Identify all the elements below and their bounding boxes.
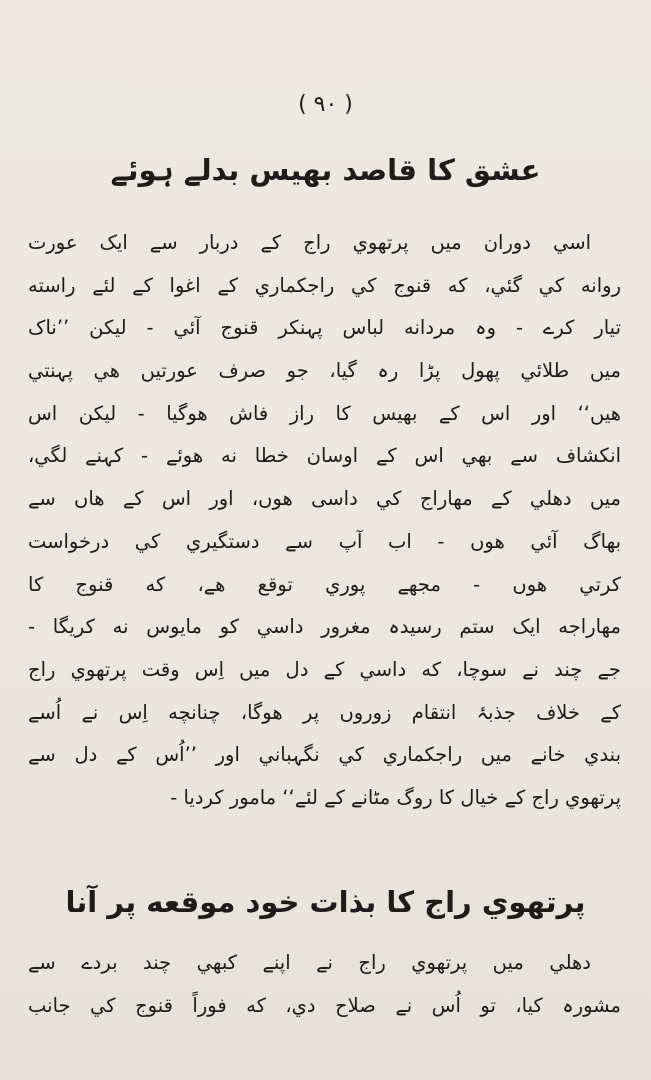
text-line: بندي خانے میں راجکماري کي نگہباني اور ’’اُس کے دل سے [28,743,621,767]
text-line: میں دهلي کے مهاراج کي داسی هوں، اور اس کے هاں سے [28,487,621,511]
paragraph-1 [28,222,621,820]
paragraph-2 [28,942,621,1027]
text-line: مهاراجه ایک ستم رسیدہ مغرور داسي کو مایوس نه کریگا - [28,615,621,639]
text-line: انکشاف سے بھي اس کے اوسان خطا نه هوئے - کہنے لگي، [28,444,621,468]
text-line: میں طلائي پھول پڑا رہ گیا، جو صرف عورتیں هي پہنتي [28,359,621,383]
text-line: پرتھوي راج کے خیال کا روگ مٹانے کے لئے‘‘ مامور کردیا - [170,785,621,809]
text-line: تیار کرے - وہ مردانه لباس پہنکر قنوج آئي - لیکن ’’ناک [28,316,621,340]
text-line: مشورہ کیا، تو اُس نے صلاح دي، که فوراً قنوج کي جانب [28,993,621,1017]
text-line: هیں‘‘ اور اس کے بھیس کا راز فاش هوگیا - لیکن اس [28,401,621,425]
text-line: جے چند نے سوچا، که داسي کے دل میں اِس وقت پرتھوي راج [28,657,621,681]
text-line: اسي دوران میں پرتھوي راج کے دربار سے ایک عورت [28,231,591,254]
text-line: بھاگ آئي هوں - اب آپ سے دستگیري کي درخواست [28,529,621,553]
text-line: روانه کي گئي، که قنوج کي راجکماري کے اغوا کے لئے راسته [28,273,621,297]
text-line: کے خلاف جذبۂ انتقام زوروں پر هوگا، چنانچه اِس نے اُسے [28,700,621,724]
text-line: دهلي میں پرتھوي راج نے اپنے کبھي چند بردے سے [28,951,591,974]
text-line: کرتي هوں - مجھے پوري توقع هے، که قنوج کا [28,572,621,596]
subheading: پرتھوي راج کا بذات خود موقعه پر آنا [65,885,586,919]
section-heading: عشق کا قاصد بھیس بدلے ہوئے [110,153,541,187]
page-number: ( ۹۰ ) [298,92,353,117]
